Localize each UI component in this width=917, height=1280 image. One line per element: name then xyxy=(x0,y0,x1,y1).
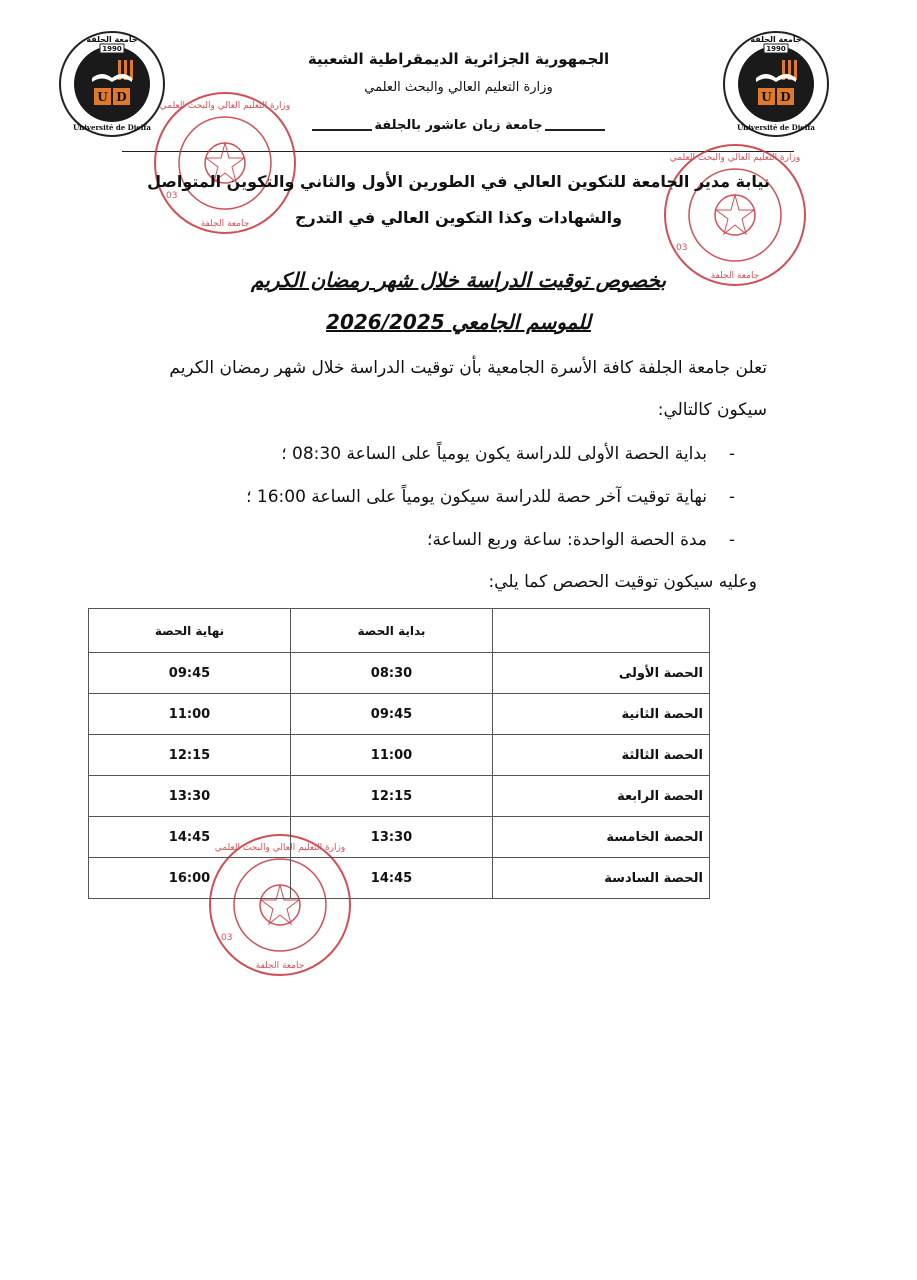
bullet-mark: - xyxy=(728,530,735,550)
logo-letter-d: D xyxy=(780,90,791,104)
cell-session: الحصة الخامسة xyxy=(492,817,709,858)
logo-top-text: جامعة الجلفة xyxy=(750,35,802,44)
cell-start: 08:30 xyxy=(290,653,492,694)
table-row xyxy=(89,817,710,858)
table-row xyxy=(89,776,710,817)
subject-line-1: بخصوص توقيت الدراسة خلال شهر رمضان الكريم xyxy=(250,268,667,292)
logo-year: 1990 xyxy=(102,45,122,53)
bullet-mark: - xyxy=(728,444,735,464)
cell-end: 11:00 xyxy=(89,694,291,735)
cell-session: الحصة الأولى xyxy=(492,653,709,694)
header-start: بداية الحصة xyxy=(290,609,492,653)
table-row xyxy=(89,653,710,694)
cell-start: 09:45 xyxy=(290,694,492,735)
intro-line-2: سيكون كالتالي: xyxy=(657,400,767,420)
header-dash-decoration xyxy=(545,121,605,131)
bullet-item: - نهاية توقيت آخر حصة للدراسة سيكون يومياً على الساعة 16:00 ؛ xyxy=(246,487,735,507)
stamp-number: 03 xyxy=(221,933,233,943)
cell-end: 14:45 xyxy=(89,817,291,858)
logo-top-text: جامعة الجلفة xyxy=(86,35,138,44)
logo-year: 1990 xyxy=(766,45,786,53)
stamp-number: 03 xyxy=(166,191,178,201)
cell-end: 09:45 xyxy=(89,653,291,694)
cell-session: الحصة الرابعة xyxy=(492,776,709,817)
stamp-text: وزارة التعليم العالي والبحث العلمي xyxy=(669,153,801,163)
cell-start: 12:15 xyxy=(290,776,492,817)
header-university: جامعة زيان عاشور بالجلفة xyxy=(0,118,917,133)
office-line-2: والشهادات وكذا التكوين العالي في التدرج xyxy=(294,208,623,227)
logo-letter-u: U xyxy=(97,90,108,104)
cell-session: الحصة الثانية xyxy=(492,694,709,735)
logo-letter-u: U xyxy=(761,90,772,104)
cell-start: 11:00 xyxy=(290,735,492,776)
table-row xyxy=(89,735,710,776)
cell-session: الحصة الثالثة xyxy=(492,735,709,776)
header-dash-decoration xyxy=(312,121,372,131)
subject-line-2: للموسم الجامعي 2026/2025 xyxy=(326,310,591,334)
stamp-bottom: جامعة الجلفة xyxy=(710,271,760,281)
office-line-1: نيابة مدير الجامعة للتكوين العالي في الطورين الأول والثاني والتكوين المتواصل xyxy=(147,172,770,191)
closing-line: وعليه سيكون توقيت الحصص كما يلي: xyxy=(488,572,757,592)
cell-start: 13:30 xyxy=(290,817,492,858)
header-ministry: وزارة التعليم العالي والبحث العلمي xyxy=(364,80,553,95)
cell-end: 13:30 xyxy=(89,776,291,817)
intro-line-1: تعلن جامعة الجلفة كافة الأسرة الجامعية بأن توقيت الدراسة خلال شهر رمضان الكريم xyxy=(169,358,767,378)
header-session xyxy=(492,609,709,653)
logo-bottom-text: Université de Djelfa xyxy=(73,123,151,132)
header-end: نهاية الحصة xyxy=(89,609,291,653)
cell-end: 16:00 xyxy=(89,858,291,899)
cell-session: الحصة السادسة xyxy=(492,858,709,899)
stamp-text: وزارة التعليم العالي والبحث العلمي xyxy=(159,101,291,111)
cell-start: 14:45 xyxy=(290,858,492,899)
table-row xyxy=(89,694,710,735)
header-republic: الجمهورية الجزائرية الديمقراطية الشعبية xyxy=(307,50,610,68)
table-row xyxy=(89,858,710,899)
logo-letter-d: D xyxy=(116,90,127,104)
bullet-mark: - xyxy=(728,487,735,507)
stamp-text: وزارة التعليم العالي والبحث العلمي xyxy=(214,843,346,853)
schedule-table xyxy=(88,608,710,899)
stamp-bottom: جامعة الجلفة xyxy=(255,961,305,971)
stamp-bottom: جامعة الجلفة xyxy=(200,219,250,229)
bullet-item: - بداية الحصة الأولى للدراسة يكون يومياً على الساعة 08:30 ؛ xyxy=(281,444,735,464)
bullet-item: - مدة الحصة الواحدة: ساعة وربع الساعة؛ xyxy=(427,530,735,550)
table-header-row xyxy=(89,609,710,653)
cell-end: 12:15 xyxy=(89,735,291,776)
logo-bottom-text: Université de Djelfa xyxy=(737,123,815,132)
stamp-number: 03 xyxy=(676,243,688,253)
